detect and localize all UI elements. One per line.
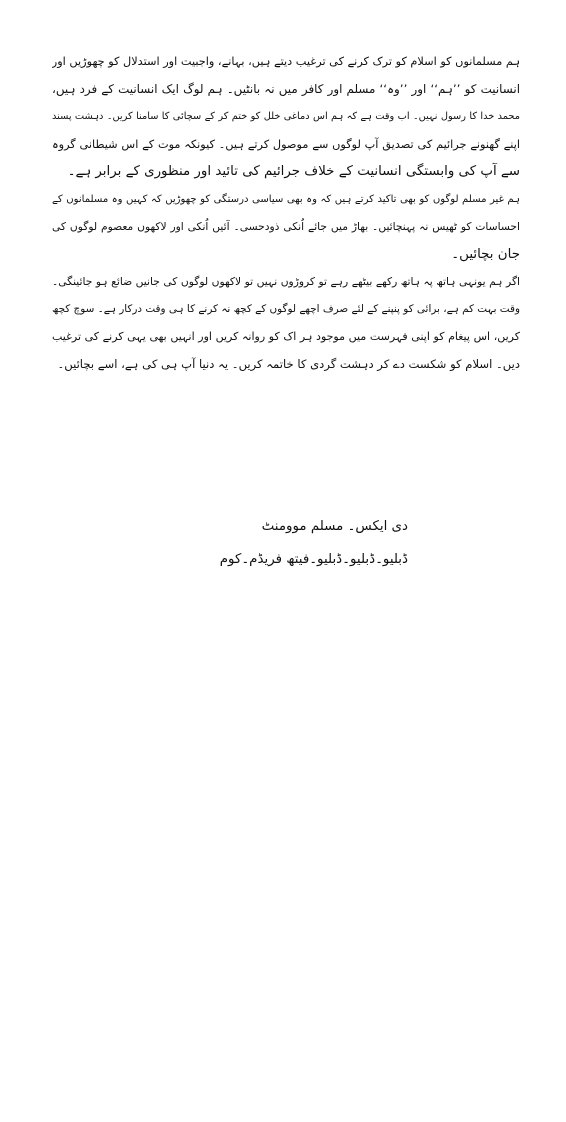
paragraph-warning bbox=[52, 268, 520, 296]
organization-name: دی ایکس۔ مسلم موومنٹ bbox=[261, 519, 408, 534]
text-line: کریں، اس پیغام کو اپنی فہرست میں موجود ہر اک کو روانہ کریں اور انہیں بھی یہی کرنے کی ترغیب bbox=[52, 330, 520, 343]
text-line: دیں۔ اسلام کو شکست دے کر دہشت گردی کا خاتمہ کریں۔ یہ دنیا آپ ہی کی ہے، اسے بچائیں۔ bbox=[57, 356, 520, 371]
website-address: ڈبلیو۔ڈبلیو۔ڈبلیو۔فیتھ فریڈم۔کوم bbox=[219, 552, 408, 567]
text-line: محمد خدا کا رسول نہیں۔ اب وقت ہے کہ ہم اس دماغی خلل کو ختم کر کے سچائی کا سامنا کریں۔ دہشت پسند bbox=[52, 111, 520, 122]
text-line: انسانیت کو ’’ہم‘‘ اور ’’وہ‘‘ مسلم اور کافر میں نہ بانٹیں۔ ہم لوگ ایک انسانیت کے فرد ہیں، bbox=[52, 81, 520, 96]
document-body bbox=[52, 48, 520, 378]
text-line: سے آپ کی وابستگی انسانیت کے خلاف جرائیم کی تائید اور منظوری کے برابر ہے۔ bbox=[67, 164, 520, 179]
signature-block bbox=[108, 512, 408, 575]
text-line: جان بچائیں۔ bbox=[451, 246, 520, 262]
paragraph-call-to-non-muslims bbox=[52, 186, 520, 269]
text-line: وقت بہت کم ہے، برائی کو پنپنے کے لئے صرف اچھے لوگوں کے کچھ نہ کرنے کا ہی وقت درکار ہے۔ سوچ کچھ bbox=[52, 302, 520, 315]
text-line: احساسات کو ٹھیس نہ پہنچائیں۔ بھاڑ میں جائے اُنکی ذودحسی۔ آئیں اُنکی اور لاکھوں معصوم لوگوں کی bbox=[52, 220, 520, 233]
text-line: اپنے گھنونے جرائیم کی تصدیق آپ لوگوں سے موصول کرتے ہیں۔ کیونکہ موت کے اس شیطانی گروہ bbox=[52, 137, 520, 151]
text-line: ہم مسلمانوں کو اسلام کو ترک کرنے کی ترغیب دیتے ہیں، بہانے، واجبیت اور استدلال کو چھوڑیں اور bbox=[52, 55, 520, 68]
text-line: ہم غیر مسلم لوگوں کو بھی تاکید کرتے ہیں کہ وہ بھی سیاسی درستگی کو چھوڑیں کہ کہیں وہ مسلمانوں کے bbox=[52, 193, 520, 205]
paragraph-call-to-muslims bbox=[52, 48, 520, 186]
paragraph-urgency bbox=[52, 296, 520, 379]
text-line: اگر ہم یونہی ہاتھ پہ ہاتھ رکھے بیٹھے رہے تو کروڑوں نہیں تو لاکھوں لوگوں کی جانیں ضائع ہو جائینگی۔ bbox=[52, 275, 520, 288]
